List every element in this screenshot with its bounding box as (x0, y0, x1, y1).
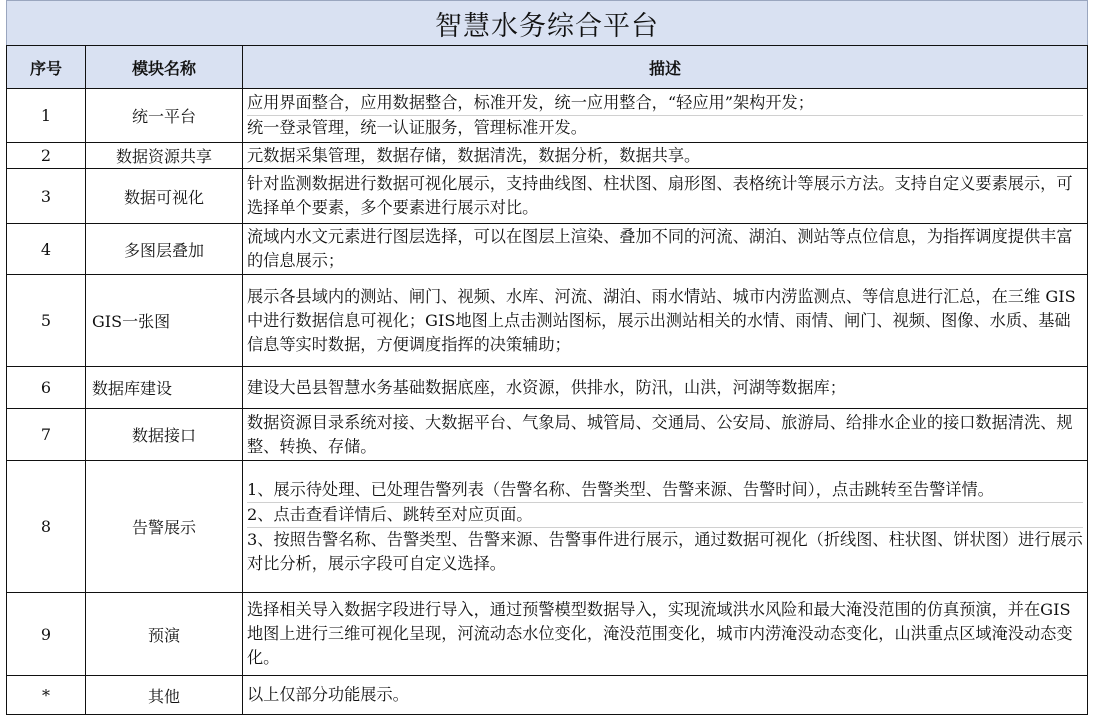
table-row (7, 89, 1087, 143)
table-header-row (7, 45, 1087, 89)
desc-line: 数据资源目录系统对接、大数据平台、气象局、城管局、交通局、公安局、旅游局、给排水企业的接口数据清洗、规整、转换、存储。 (247, 412, 1073, 456)
row-desc (243, 409, 1087, 460)
table-row (7, 275, 1087, 367)
desc-line: 针对监测数据进行数据可视化展示，支持曲线图、柱状图、扇形图、表格统计等展示方法。支持自定义要素展示，可选择单个要素，多个要素进行展示对比。 (247, 174, 1073, 217)
row-module: 其他 (86, 676, 243, 714)
table-row (7, 169, 1087, 224)
table-row (7, 461, 1087, 593)
header-module: 模块名称 (86, 46, 243, 88)
table-row (7, 593, 1087, 676)
row-no: * (7, 676, 86, 714)
table-row (7, 143, 1087, 169)
row-desc (243, 367, 1087, 408)
desc-line: 建设大邑县智慧水务基础数据底座，水资源，供排水，防汛，山洪，河湖等数据库； (247, 377, 846, 397)
row-desc (243, 275, 1087, 366)
row-module: 数据库建设 (86, 367, 243, 408)
row-no: 4 (7, 224, 86, 274)
row-module: 告警展示 (86, 461, 243, 592)
desc-line: 2、点击查看详情后、跳转至对应页面。 (247, 502, 1083, 527)
function-table (6, 45, 1088, 715)
desc-line: 展示各县域内的测站、闸门、视频、水库、河流、湖泊、雨水情站、城市内涝监测点、等信息进行汇总，在三维 GIS 中进行数据信息可视化；GIS地图上点击测站图标，展示出测站相关的水情、雨情、闸门、视频、图像、水质、基础信息等实时数据，方便调度指挥的决策辅助； (247, 286, 1076, 354)
row-desc (243, 143, 1087, 168)
desc-line: 选择相关导入数据字段进行导入，通过预警模型数据导入，实现流域洪水风险和最大淹没范围的仿真预演，并在GIS地图上进行三维可视化呈现，河流动态水位变化，淹没范围变化，城市内涝淹没动态变化，山洪重点区域淹没动态变化。 (247, 600, 1073, 667)
row-no: 1 (7, 89, 86, 142)
desc-line: 1、展示待处理、已处理告警列表（告警名称、告警类型、告警来源、告警时间），点击跳转至告警详情。 (247, 479, 994, 499)
desc-line: 元数据采集管理，数据存储，数据清洗，数据分析，数据共享。 (247, 145, 701, 165)
desc-line: 应用界面整合，应用数据整合，标准开发，统一应用整合，“轻应用”架构开发； (247, 93, 814, 112)
desc-line: 流域内水文元素进行图层选择，可以在图层上渲染、叠加不同的河流、湖泊、测站等点位信息，为指挥调度提供丰富的信息展示； (247, 227, 1073, 270)
row-no: 3 (7, 169, 86, 223)
table-row (7, 367, 1087, 409)
row-no: 8 (7, 461, 86, 592)
row-desc (243, 169, 1087, 223)
row-module: 预演 (86, 593, 243, 675)
row-module: GIS一张图 (86, 275, 243, 366)
row-no: 5 (7, 275, 86, 366)
row-module: 多图层叠加 (86, 224, 243, 274)
sheet-title: 智慧水务综合平台 (6, 0, 1088, 46)
table-row (7, 224, 1087, 275)
row-module: 统一平台 (86, 89, 243, 142)
table-row (7, 676, 1087, 714)
desc-line: 以上仅部分功能展示。 (247, 685, 409, 704)
desc-line: 3、按照告警名称、告警类型、告警来源、告警事件进行展示，通过数据可视化（折线图、柱状图、饼状图）进行展示对比分析，展示字段可自定义选择。 (247, 527, 1083, 576)
row-desc (243, 593, 1087, 675)
header-no: 序号 (7, 46, 86, 88)
header-desc: 描述 (648, 58, 681, 78)
row-no: 6 (7, 367, 86, 408)
row-desc (243, 676, 1087, 714)
row-no: 2 (7, 143, 86, 168)
row-no: 7 (7, 409, 86, 460)
row-module: 数据可视化 (86, 169, 243, 223)
row-desc (243, 461, 1087, 592)
row-desc (243, 224, 1087, 274)
row-module: 数据资源共享 (86, 143, 243, 168)
table-row (7, 409, 1087, 461)
spreadsheet (6, 0, 1087, 713)
row-desc (243, 89, 1087, 142)
row-no: 9 (7, 593, 86, 675)
row-module: 数据接口 (86, 409, 243, 460)
desc-line: 统一登录管理，统一认证服务，管理标准开发。 (247, 115, 1083, 140)
